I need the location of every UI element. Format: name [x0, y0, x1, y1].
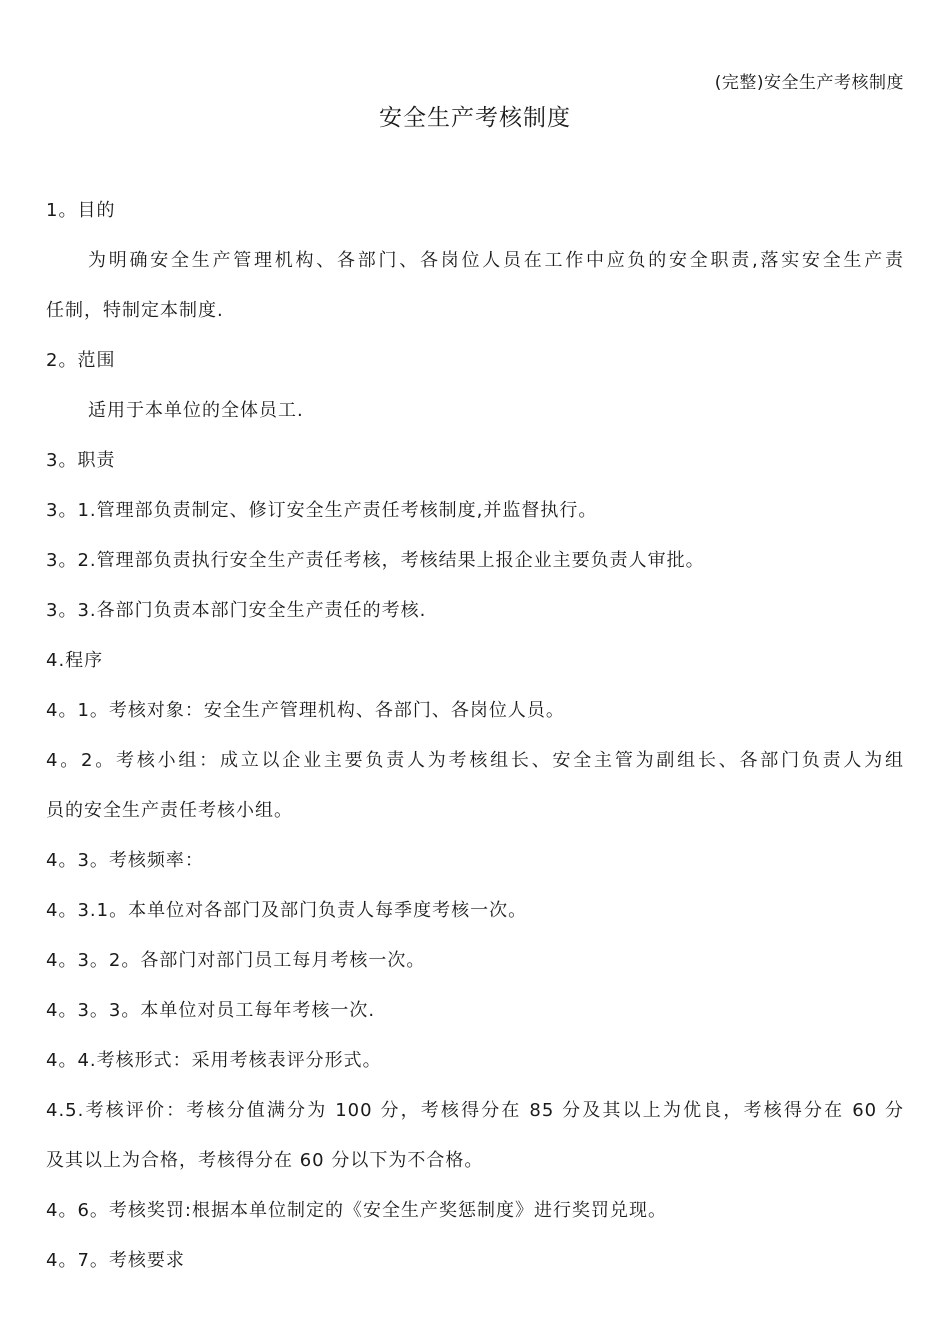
document-body — [46, 186, 904, 1286]
procedure-item-4-5-line-1: 4.5.考核评价：考核分值满分为 100 分，考核得分在 85 分及其以上为优良，考核得分在 60 分 — [46, 1100, 904, 1121]
section-heading-duties: 3。职责 — [46, 450, 116, 471]
paragraph-scope: 适用于本单位的全体员工. — [88, 400, 304, 421]
procedure-item-4-4: 4。4.考核形式：采用考核表评分形式。 — [46, 1050, 382, 1071]
duty-item-3-1: 3。1.管理部负责制定、修订安全生产责任考核制度,并监督执行。 — [46, 500, 598, 521]
procedure-item-4-5-line-2: 及其以上为合格，考核得分在 60 分以下为不合格。 — [46, 1150, 484, 1171]
procedure-item-4-3-1: 4。3.1。本单位对各部门及部门负责人每季度考核一次。 — [46, 900, 528, 921]
procedure-item-4-3: 4。3。考核频率： — [46, 850, 204, 871]
running-header: (完整)安全生产考核制度 — [714, 73, 904, 93]
duty-item-3-3: 3。3.各部门负责本部门安全生产责任的考核. — [46, 600, 427, 621]
section-heading-scope: 2。范围 — [46, 350, 116, 371]
procedure-item-4-7: 4。7。考核要求 — [46, 1250, 185, 1271]
document-title: 安全生产考核制度 — [379, 105, 571, 131]
section-heading-purpose: 1。目的 — [46, 200, 116, 221]
paragraph-purpose-line-1: 为明确安全生产管理机构、各部门、各岗位人员在工作中应负的安全职责,落实安全生产责 — [88, 250, 904, 271]
duty-item-3-2: 3。2.管理部负责执行安全生产责任考核，考核结果上报企业主要负责人审批。 — [46, 550, 705, 571]
paragraph-purpose-line-2: 任制，特制定本制度. — [46, 300, 224, 321]
procedure-item-4-1: 4。1。考核对象：安全生产管理机构、各部门、各岗位人员。 — [46, 700, 565, 721]
procedure-item-4-2-line-2: 员的安全生产责任考核小组。 — [46, 800, 293, 821]
procedure-item-4-6: 4。6。考核奖罚:根据本单位制定的《安全生产奖惩制度》进行奖罚兑现。 — [46, 1200, 667, 1221]
procedure-item-4-2-line-1: 4。2。考核小组：成立以企业主要负责人为考核组长、安全主管为副组长、各部门负责人为组 — [46, 750, 904, 771]
section-heading-procedure: 4.程序 — [46, 650, 104, 671]
procedure-item-4-3-2: 4。3。2。各部门对部门员工每月考核一次。 — [46, 950, 426, 971]
procedure-item-4-3-3: 4。3。3。本单位对员工每年考核一次. — [46, 1000, 376, 1021]
